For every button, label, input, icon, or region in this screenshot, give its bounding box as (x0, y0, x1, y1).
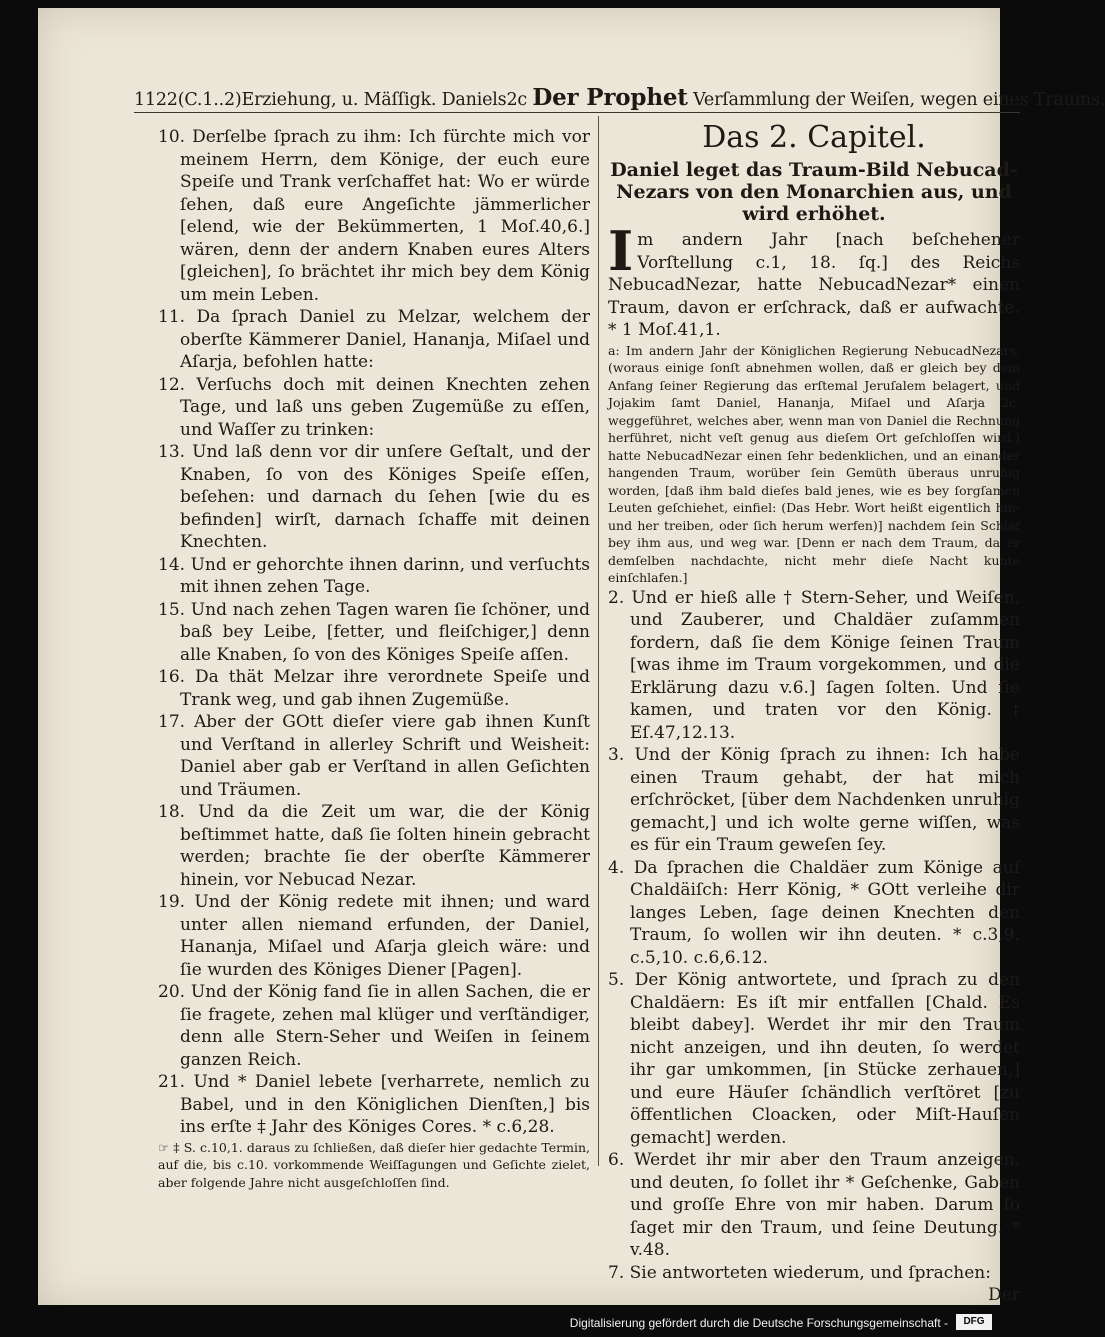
verse-7: 7. Sie antworteten wiederum, und ſprachen: (608, 1262, 991, 1283)
verse-3: 3. Und der König ſprach zu ihnen: Ich habe einen Traum gehabt, der hat mich erſchröcket, [über dem Nachdenken unruhig gemacht,] und ich wolte gerne wiſſen, was es für ein Traum geweſen ſey. (608, 745, 1020, 855)
verse-4: 4. Da ſprachen die Chaldäer zum Könige auf Chaldäiſch: Herr König, * GOtt verleihe dir langes Leben, ſage deinen Knechten den Traum, ſo wollen wir ihn deuten. * c.3,9. c.5,10. c.6,6.12. (608, 857, 1020, 968)
dropcap: I (608, 219, 634, 283)
header-rule (134, 112, 1020, 113)
right-column (608, 120, 1020, 1307)
header-page-ref: 1122(C.1..2)Erziehung, u. Mäſſigk. Daniels2c (134, 90, 527, 110)
verse-15: 15. Und nach zehen Tagen waren ſie ſchöner, und baß bey Leibe, [fetter, und fleiſchiger,] denn alle Knaben, ſo von des Königes Speiſe aſſen. (158, 599, 590, 665)
left-footnote: ☞ ‡ S. c.10,1. daraus zu ſchließen, daß dieſer hier gedachte Termin, auf die, bis c.10. vorkommende Weiſſagungen und Geſichte zielet, aber folgende Jahre nicht ausgeſchloſſen ſind. (158, 1139, 590, 1190)
verse-5: 5. Der König antwortete, und ſprach zu den Chaldäern: Es iſt mir entfallen [Chald. Es bleibt dabey]. Werdet ihr mir den Traum nicht anzeigen, und ihn deuten, ſo werdet ihr gar umkommen, [in Stücke zerhauen,] und eure Häuſer ſchändlich verſtöret [zu öffentlichen Cloacken, oder Miſt-Hauſen gemacht] werden. (608, 970, 1020, 1148)
verse-19: 19. Und der König redete mit ihnen; und ward unter allen niemand erfunden, der Daniel, Hananja, Miſael und Aſarja gleich wäre: und ſie wurden des Königes Diener [Pagen]. (158, 892, 590, 980)
chapter-summary: Daniel leget das Traum-Bild Nebucad-Nezars von den Monarchien aus, und wird erhöhet. (610, 159, 1018, 225)
funding-notice: Digitalisierung gefördert durch die Deutsche Forschungsgemeinschaft - (569, 1316, 948, 1330)
catchword: Der (988, 1285, 1020, 1305)
verse-18: 18. Und da die Zeit um war, die der König beſtimmet hatte, daß ſie ſolten hinein gebracht werden; brachte ſie der oberſte Kämmerer hinein, vor Nebucad Nezar. (158, 802, 590, 890)
header-right-ref: Verſammlung der Weiſen, wegen eines Traums. (693, 90, 1105, 110)
dfg-logo: DFG (956, 1314, 992, 1330)
verse-2: 2. Und er hieß alle † Stern-Seher, und Weiſen, und Zauberer, und Chaldäer zuſammen fordern, daß ſie dem Könige ſeinen Traum [was ihme im Traum vorgekommen, und die Erklärung dazu v.6.] ſagen ſolten. Und ſie kamen, und traten vor den König. † Eſ.47,12.13. (608, 587, 1020, 743)
digitization-footer (0, 1306, 1000, 1337)
column-divider (598, 116, 599, 1166)
verse-11: 11. Da ſprach Daniel zu Melzar, welchem der oberſte Kämmerer Daniel, Hananja, Miſael und Aſarja, befohlen hatte: (158, 307, 590, 372)
header-title: Der Prophet (532, 84, 688, 111)
verse-14: 14. Und er gehorchte ihnen darinn, und verſuchts mit ihnen zehen Tage. (158, 554, 590, 597)
book-page (38, 8, 1105, 1305)
chapter-heading: Das 2. Capitel. (702, 120, 926, 155)
verse-10: 10. Derſelbe ſprach zu ihm: Ich fürchte mich vor meinem Herrn, dem Könige, der euch eure Speiſe und Trank verſchaffet hat: Wo er würde ſehen, daß eure Angeſichte jämmerlicher [elend, wie der Bekümmerten, 1 Moſ.40,6.] wären, denn der andern Knaben eures Alters [gleichen], ſo brächtet ihr mich bey dem König um mein Leben. (158, 127, 590, 305)
verse-16: 16. Da thät Melzar ihre verordnete Speiſe und Trank weg, und gab ihnen Zugemüße. (158, 667, 590, 710)
running-header (134, 84, 1105, 111)
verse-17: 17. Aber der GOtt dieſer viere gab ihnen Kunſt und Verſtand in allerley Schrift und Weisheit: Daniel aber gab er Verſtand in allen Geſichten und Träumen. (158, 712, 590, 800)
verse-1 (608, 219, 1020, 342)
verse-1-text: m andern Jahr [nach beſchehener Vorſtellung c.1, 18. ſq.] des Reichs NebucadNezar, hatte NebucadNezar* einen Traum, davon er erſchrack, daß er aufwachte. * 1 Moſ.41,1. (608, 230, 1020, 340)
commentary-note: a: Im andern Jahr der Königlichen Regierung NebucadNezars, (woraus einige ſonſt abnehmen wollen, daß er gleich bey dem Anfang ſeiner Regierung das erſtemal Jeruſalem belagert, und Jojakim ſamt Daniel, Hananja, Miſael und Aſarja 2c. weggeführet, welches aber, wenn man von Daniel die Rechnung herführet, nicht veſt genug aus dieſem Ort geſchloſſen wird,) hatte NebucadNezar einen ſehr bedenklichen, und an einander hangenden Traum, worüber ſein Gemüth überaus unruhig worden, [daß ihm bald dieſes bald jenes, wie es bey ſorgſamen Leuten geſchiehet, einfiel: (Das Hebr. Wort heißt eigentlich hin- und her treiben, oder ſich herum werfen)] nachdem ſein Schlaf bey ihm aus, und weg war. [Denn er nach dem Traum, da er demſelben nachdachte, nicht mehr dieſe Nacht kunte einſchlafen.] (608, 342, 1020, 585)
left-column (158, 126, 590, 1191)
verse-6: 6. Werdet ihr mir aber den Traum anzeigen, und deuten, ſo ſollet ihr * Geſchenke, Gaben und groſſe Ehre von mir haben. Darum ſo ſaget mir den Traum, und ſeine Deutung. * v.48. (608, 1150, 1020, 1260)
verse-12: 12. Verſuchs doch mit deinen Knechten zehen Tage, und laß uns geben Zugemüße zu eſſen, und Waſſer zu trinken: (158, 374, 590, 440)
verse-21: 21. Und * Daniel lebete [verharrete, nemlich zu Babel, und in den Königlichen Dienſten,] bis ins erſte ‡ Jahr des Königes Cores. * c.6,28. (158, 1072, 590, 1137)
verse-20: 20. Und der König fand ſie in allen Sachen, die er ſie fragete, zehen mal klüger und verſtändiger, denn alle Stern-Seher und Weiſen in ſeinem ganzen Reich. (158, 982, 590, 1070)
verse-13: 13. Und laß denn vor dir unſere Geſtalt, und der Knaben, ſo von des Königes Speiſe eſſen, beſehen: und darnach du ſehen [wie du es befinden] wirſt, darnach ſchaffe mit deinen Knechten. (158, 442, 590, 552)
